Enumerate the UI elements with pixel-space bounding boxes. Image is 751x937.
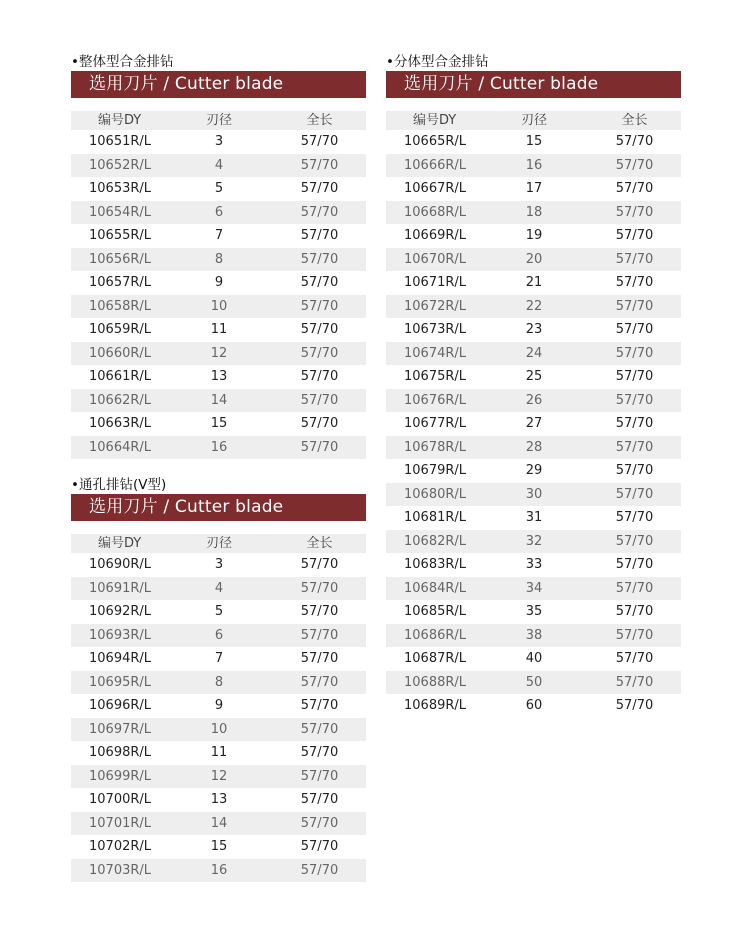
table-row [71, 365, 366, 389]
table-row [71, 765, 366, 789]
cell-length: 57/70 [615, 228, 654, 243]
table-row [71, 389, 366, 413]
table-row [71, 130, 366, 154]
table-row [386, 224, 681, 248]
cell-code: 10672R/L [404, 298, 467, 314]
cell-diameter: 40 [525, 651, 543, 666]
header-length: 全长 [621, 113, 648, 128]
table-row [71, 295, 366, 319]
cell-code: 10664R/L [89, 439, 152, 455]
cell-diameter: 14 [210, 815, 228, 831]
cell-diameter: 6 [214, 627, 224, 643]
table-row [71, 788, 366, 812]
header-code: 编号DY [413, 113, 457, 128]
cell-diameter: 12 [210, 345, 228, 361]
cell-length: 57/70 [615, 604, 654, 619]
table-row [71, 694, 366, 718]
cell-diameter: 17 [525, 181, 543, 196]
cell-length: 57/70 [615, 698, 654, 713]
cell-diameter: 3 [214, 557, 224, 572]
cell-code: 10694R/L [89, 651, 152, 666]
cell-code: 10666R/L [404, 157, 467, 173]
cell-length: 57/70 [300, 251, 339, 267]
cell-length: 57/70 [615, 204, 654, 220]
cell-code: 10663R/L [89, 416, 152, 431]
table-row [386, 295, 681, 319]
table-row [71, 342, 366, 366]
cell-length: 57/70 [615, 392, 654, 408]
cell-diameter: 60 [525, 698, 543, 713]
header-code: 编号DY [98, 536, 142, 551]
cell-length: 57/70 [300, 439, 339, 455]
cell-code: 10697R/L [89, 721, 152, 737]
cell-diameter: 5 [214, 181, 224, 196]
table-row [386, 483, 681, 507]
table-row [386, 671, 681, 695]
cell-length: 57/70 [615, 627, 654, 643]
cell-diameter: 3 [214, 134, 224, 149]
cell-code: 10671R/L [404, 275, 467, 290]
cell-length: 57/70 [300, 651, 339, 666]
table-row [386, 342, 681, 366]
cell-code: 10669R/L [404, 228, 467, 243]
cell-diameter: 28 [525, 439, 543, 455]
table-row [71, 318, 366, 342]
cell-length: 57/70 [300, 392, 339, 408]
cell-length: 57/70 [300, 674, 339, 690]
cell-diameter: 25 [525, 369, 543, 384]
cell-code: 10690R/L [89, 557, 152, 572]
table-row [71, 201, 366, 225]
cell-length: 57/70 [300, 839, 339, 854]
cell-length: 57/70 [615, 157, 654, 173]
cell-code: 10689R/L [404, 698, 467, 713]
table-row [386, 600, 681, 624]
cell-diameter: 26 [525, 392, 543, 408]
table-row [71, 224, 366, 248]
table-row [386, 177, 681, 201]
section-through-hole-drill [71, 476, 366, 882]
cell-length: 57/70 [300, 557, 339, 572]
cell-diameter: 7 [214, 228, 224, 243]
cell-length: 57/70 [615, 251, 654, 267]
cell-code: 10684R/L [404, 580, 467, 596]
cell-code: 10670R/L [404, 251, 467, 267]
section-split-drill [386, 53, 681, 718]
table-row [386, 506, 681, 530]
cell-diameter: 27 [525, 416, 543, 431]
cell-diameter: 19 [525, 228, 543, 243]
cell-length: 57/70 [300, 134, 339, 149]
cell-code: 10701R/L [89, 815, 152, 831]
table-row [386, 577, 681, 601]
cell-diameter: 23 [525, 322, 543, 337]
cell-code: 10685R/L [404, 604, 467, 619]
cell-diameter: 10 [210, 298, 228, 314]
cell-length: 57/70 [300, 181, 339, 196]
cell-code: 10677R/L [404, 416, 467, 431]
table-row [386, 389, 681, 413]
cell-length: 57/70 [615, 486, 654, 502]
cell-code: 10681R/L [404, 510, 467, 525]
cell-diameter: 9 [214, 698, 224, 713]
cell-diameter: 31 [525, 510, 543, 525]
cell-diameter: 21 [525, 275, 543, 290]
cell-code: 10695R/L [89, 674, 152, 690]
table-row [71, 718, 366, 742]
cell-length: 57/70 [300, 745, 339, 760]
cell-code: 10698R/L [89, 745, 152, 760]
table-row [71, 177, 366, 201]
cell-diameter: 50 [525, 674, 543, 690]
table-row [386, 530, 681, 554]
cell-code: 10703R/L [89, 862, 152, 878]
cell-code: 10687R/L [404, 651, 467, 666]
cell-length: 57/70 [615, 322, 654, 337]
cell-length: 57/70 [615, 439, 654, 455]
cell-diameter: 12 [210, 768, 228, 784]
cell-diameter: 33 [525, 557, 543, 572]
table-row [71, 248, 366, 272]
cell-code: 10688R/L [404, 674, 467, 690]
cell-diameter: 15 [210, 416, 228, 431]
table-row [71, 154, 366, 178]
cell-diameter: 11 [210, 745, 228, 760]
table-row [71, 624, 366, 648]
cell-code: 10678R/L [404, 439, 467, 455]
table-row [71, 741, 366, 765]
cell-length: 57/70 [300, 698, 339, 713]
table-body [386, 130, 681, 718]
cell-length: 57/70 [615, 674, 654, 690]
cell-diameter: 9 [214, 275, 224, 290]
cell-diameter: 14 [210, 392, 228, 408]
cell-diameter: 4 [214, 157, 224, 173]
cell-length: 57/70 [300, 792, 339, 807]
section-title: •分体型合金排钻 [386, 54, 489, 70]
cell-diameter: 15 [210, 839, 228, 854]
table-row [386, 154, 681, 178]
cell-length: 57/70 [300, 369, 339, 384]
cell-length: 57/70 [300, 157, 339, 173]
cell-code: 10674R/L [404, 345, 467, 361]
cell-code: 10691R/L [89, 580, 152, 596]
table-row [386, 459, 681, 483]
table-row [71, 859, 366, 883]
table-row [71, 553, 366, 577]
cell-length: 57/70 [300, 580, 339, 596]
cell-code: 10661R/L [89, 369, 152, 384]
cell-diameter: 11 [210, 322, 228, 337]
cell-code: 10668R/L [404, 204, 467, 220]
cell-length: 57/70 [300, 721, 339, 737]
table-row [386, 365, 681, 389]
table-body [71, 130, 366, 459]
table-row [386, 248, 681, 272]
cell-diameter: 6 [214, 204, 224, 220]
cell-diameter: 29 [525, 463, 543, 478]
table-row [386, 130, 681, 154]
cell-length: 57/70 [300, 815, 339, 831]
cutter-blade-bar: 选用刀片 / Cutter blade [386, 71, 681, 98]
cutter-blade-bar: 选用刀片 / Cutter blade [71, 494, 366, 521]
cell-diameter: 34 [525, 580, 543, 596]
cell-code: 10660R/L [89, 345, 152, 361]
cell-diameter: 32 [525, 533, 543, 549]
table-header [71, 111, 366, 130]
cell-length: 57/70 [300, 322, 339, 337]
cell-diameter: 4 [214, 580, 224, 596]
cell-length: 57/70 [615, 369, 654, 384]
cell-code: 10683R/L [404, 557, 467, 572]
cell-diameter: 8 [214, 674, 224, 690]
cell-diameter: 7 [214, 651, 224, 666]
cell-diameter: 22 [525, 298, 543, 314]
table-row [71, 835, 366, 859]
table-row [386, 553, 681, 577]
cell-length: 57/70 [615, 181, 654, 196]
cell-length: 57/70 [615, 651, 654, 666]
cell-length: 57/70 [615, 345, 654, 361]
table-row [71, 671, 366, 695]
cell-length: 57/70 [615, 416, 654, 431]
table-row [71, 412, 366, 436]
header-length: 全长 [306, 113, 333, 128]
table-row [386, 647, 681, 671]
table-row [386, 436, 681, 460]
cell-code: 10699R/L [89, 768, 152, 784]
cell-code: 10653R/L [89, 181, 152, 196]
cell-diameter: 15 [525, 134, 543, 149]
cell-length: 57/70 [300, 604, 339, 619]
cell-diameter: 35 [525, 604, 543, 619]
table-row [71, 647, 366, 671]
header-code: 编号DY [98, 113, 142, 128]
cell-diameter: 10 [210, 721, 228, 737]
cell-code: 10659R/L [89, 322, 152, 337]
cell-length: 57/70 [615, 298, 654, 314]
cell-code: 10682R/L [404, 533, 467, 549]
cell-length: 57/70 [300, 204, 339, 220]
cutter-blade-bar: 选用刀片 / Cutter blade [71, 71, 366, 98]
cell-code: 10658R/L [89, 298, 152, 314]
cell-code: 10662R/L [89, 392, 152, 408]
cell-code: 10665R/L [404, 134, 467, 149]
cell-diameter: 13 [210, 369, 228, 384]
cell-code: 10692R/L [89, 604, 152, 619]
cell-code: 10667R/L [404, 181, 467, 196]
section-title: •整体型合金排钻 [71, 54, 174, 70]
cell-length: 57/70 [615, 134, 654, 149]
cell-code: 10676R/L [404, 392, 467, 408]
cell-code: 10652R/L [89, 157, 152, 173]
cell-code: 10656R/L [89, 251, 152, 267]
cell-diameter: 30 [525, 486, 543, 502]
cell-diameter: 24 [525, 345, 543, 361]
section-title: •通孔排钻(V型) [71, 477, 167, 493]
cell-length: 57/70 [300, 768, 339, 784]
cell-diameter: 16 [210, 439, 228, 455]
cell-code: 10673R/L [404, 322, 467, 337]
cell-length: 57/70 [615, 275, 654, 290]
table-header [386, 111, 681, 130]
cell-length: 57/70 [300, 416, 339, 431]
cell-code: 10680R/L [404, 486, 467, 502]
cell-length: 57/70 [615, 557, 654, 572]
cell-code: 10679R/L [404, 463, 467, 478]
table-row [71, 600, 366, 624]
cell-diameter: 5 [214, 604, 224, 619]
table-header [71, 534, 366, 553]
cell-length: 57/70 [615, 510, 654, 525]
cell-diameter: 16 [210, 862, 228, 878]
table-row [386, 271, 681, 295]
cell-length: 57/70 [300, 345, 339, 361]
table-row [386, 201, 681, 225]
cell-code: 10686R/L [404, 627, 467, 643]
table-row [71, 436, 366, 460]
section-integral-drill [71, 53, 366, 459]
table-row [71, 812, 366, 836]
cell-code: 10654R/L [89, 204, 152, 220]
table-row [386, 624, 681, 648]
table-row [386, 412, 681, 436]
cell-code: 10657R/L [89, 275, 152, 290]
cell-code: 10651R/L [89, 134, 152, 149]
cell-length: 57/70 [615, 463, 654, 478]
cell-diameter: 8 [214, 251, 224, 267]
cell-code: 10693R/L [89, 627, 152, 643]
cell-length: 57/70 [300, 627, 339, 643]
cell-code: 10675R/L [404, 369, 467, 384]
header-diameter: 刃径 [205, 536, 232, 551]
cell-code: 10696R/L [89, 698, 152, 713]
table-row [386, 694, 681, 718]
cell-length: 57/70 [615, 580, 654, 596]
cell-diameter: 13 [210, 792, 228, 807]
cell-length: 57/70 [300, 228, 339, 243]
table-body [71, 553, 366, 882]
cell-length: 57/70 [300, 298, 339, 314]
table-row [71, 271, 366, 295]
cell-length: 57/70 [615, 533, 654, 549]
table-row [386, 318, 681, 342]
cell-diameter: 38 [525, 627, 543, 643]
cell-diameter: 20 [525, 251, 543, 267]
cell-length: 57/70 [300, 275, 339, 290]
cell-code: 10655R/L [89, 228, 152, 243]
header-diameter: 刃径 [520, 113, 547, 128]
cell-code: 10702R/L [89, 839, 152, 854]
table-row [71, 577, 366, 601]
cell-length: 57/70 [300, 862, 339, 878]
cell-diameter: 16 [525, 157, 543, 173]
header-length: 全长 [306, 536, 333, 551]
header-diameter: 刃径 [205, 113, 232, 128]
cell-code: 10700R/L [89, 792, 152, 807]
cell-diameter: 18 [525, 204, 543, 220]
